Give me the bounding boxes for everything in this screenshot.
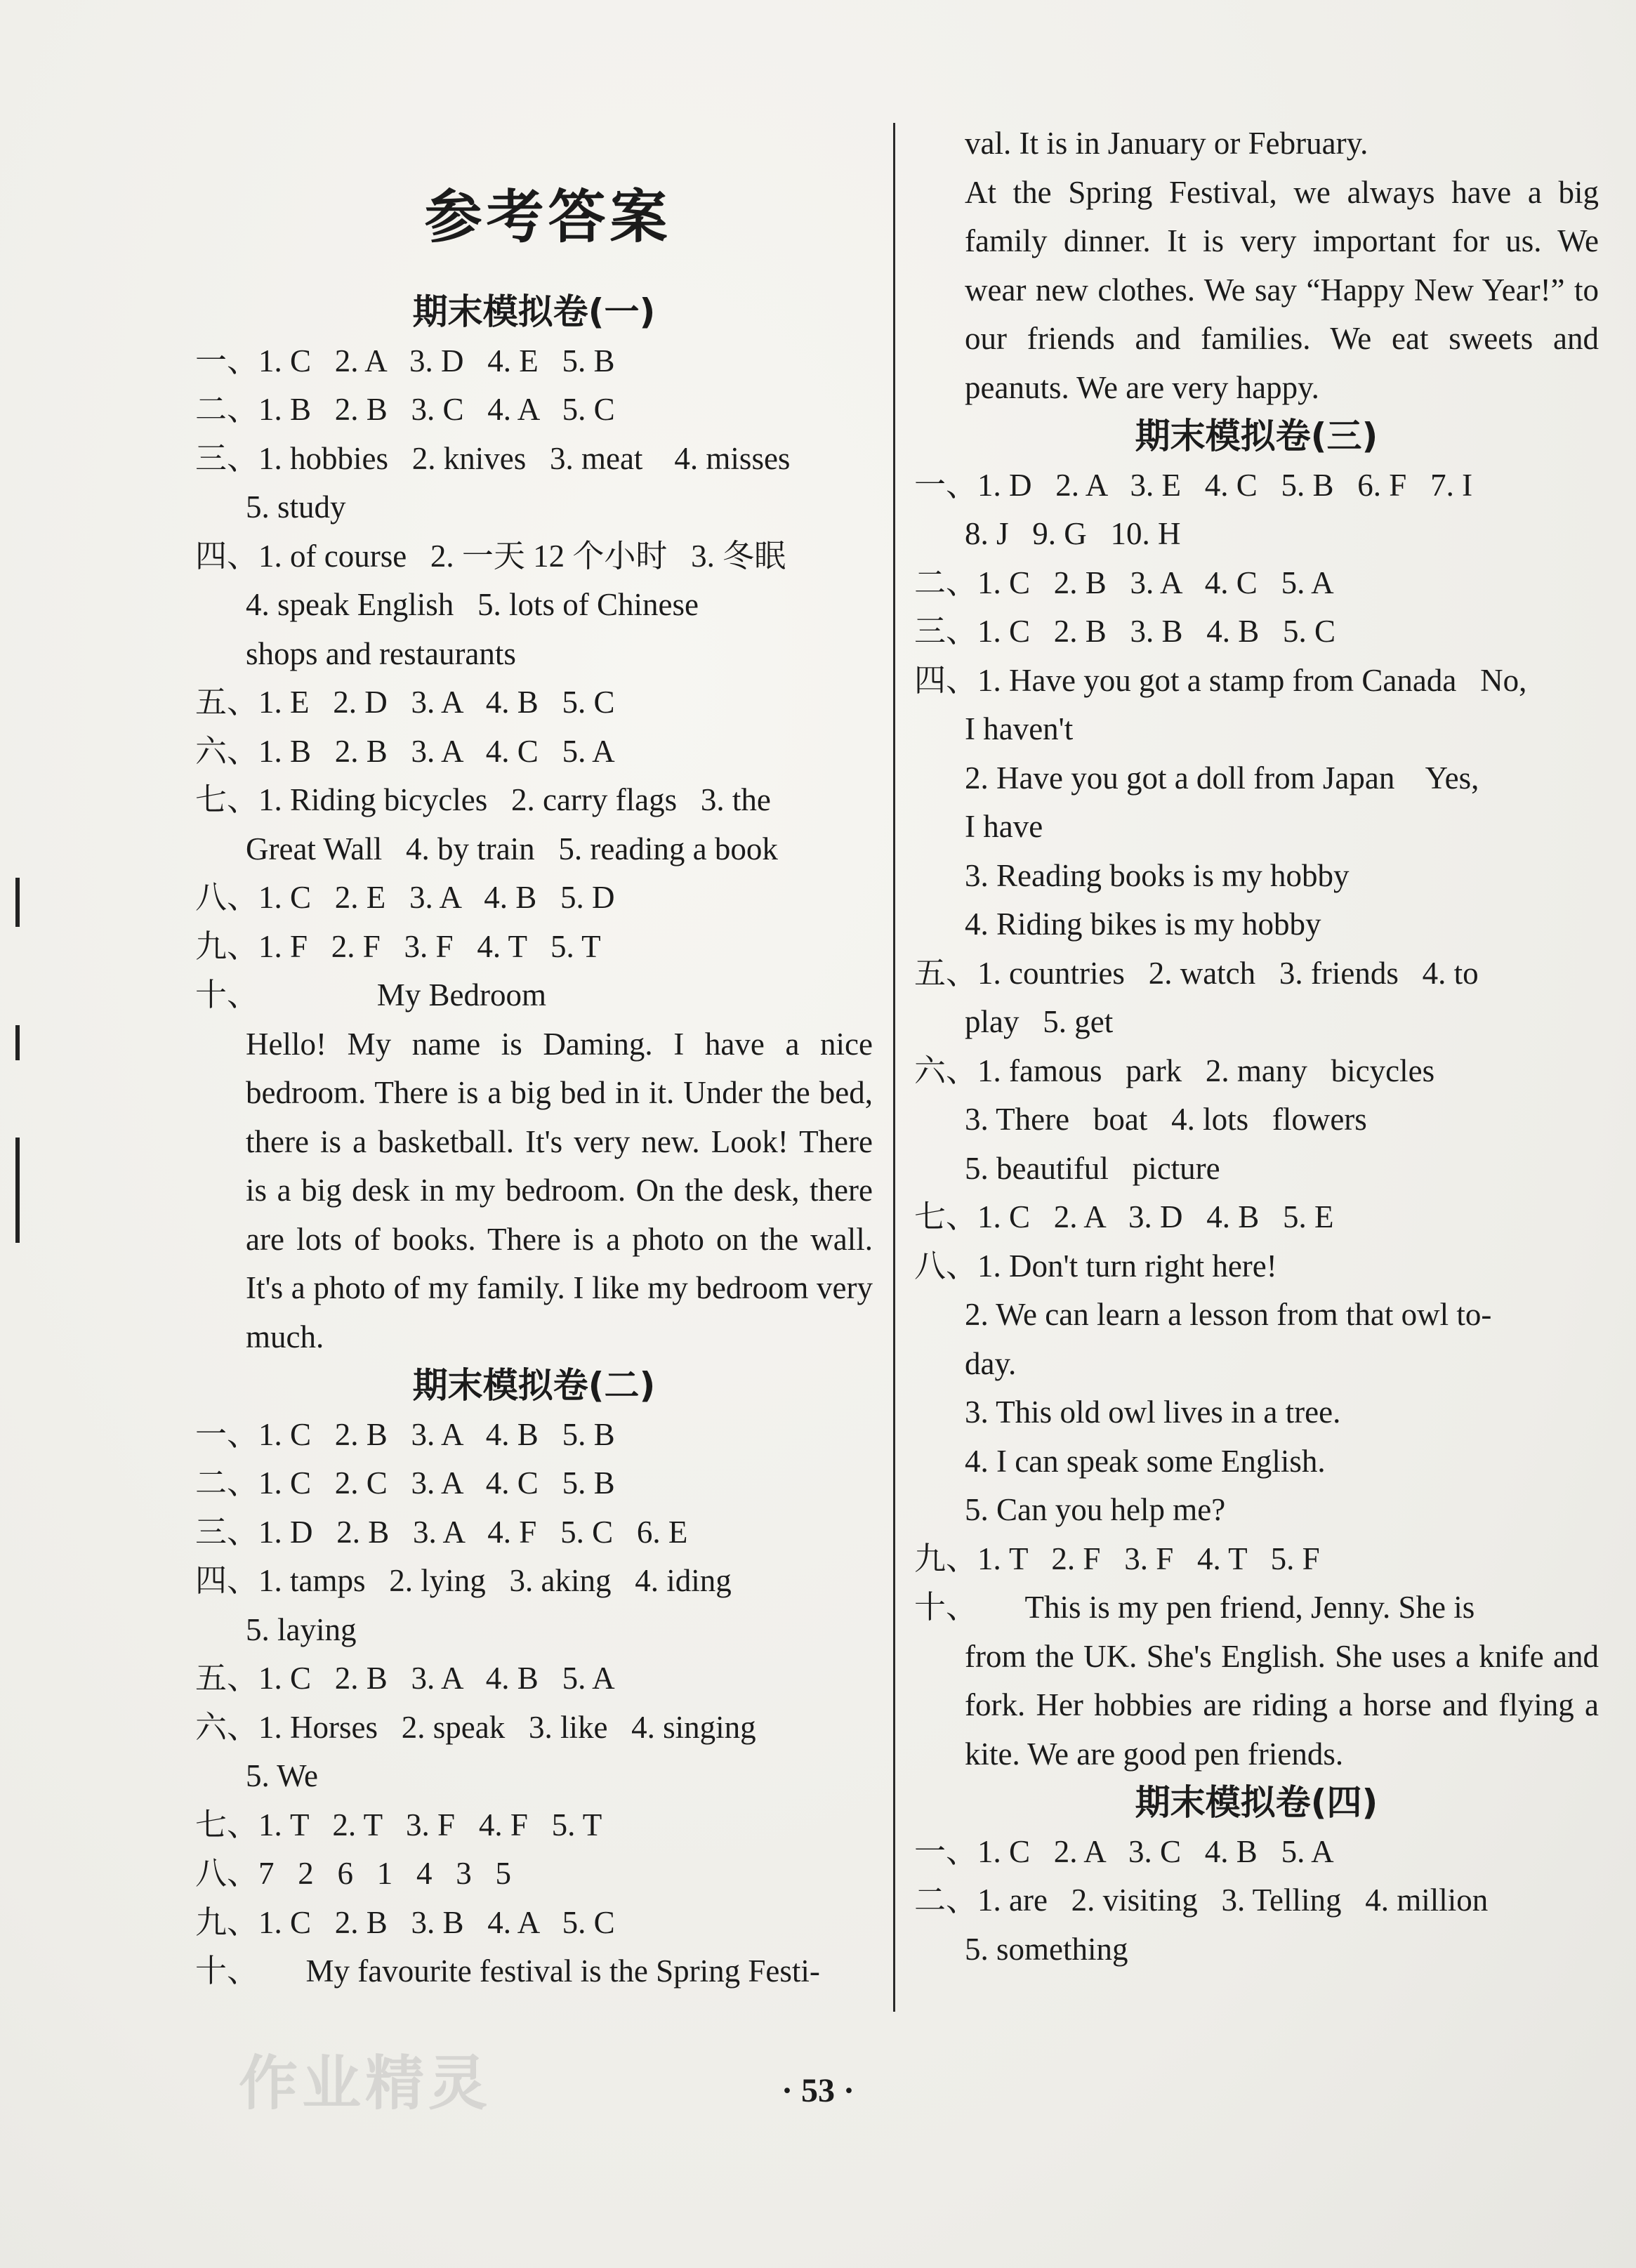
answer-line: 四、1. Have you got a stamp from Canada No, bbox=[914, 662, 1527, 698]
watermark: 作业精灵 bbox=[239, 2049, 492, 2118]
answer-line: 三、1. D 2. B 3. A 4. F 5. C 6. E bbox=[195, 1514, 688, 1550]
essay-title: 十、 My Bedroom bbox=[195, 977, 546, 1013]
answer-line: 一、1. C 2. A 3. C 4. B 5. A bbox=[914, 1833, 1334, 1869]
scan-edge-mark bbox=[15, 1025, 20, 1060]
answer-line-cont: 4. Riding bikes is my hobby bbox=[965, 906, 1321, 942]
answer-line: 二、1. C 2. C 3. A 4. C 5. B bbox=[195, 1465, 615, 1501]
answer-line-cont: 5. something bbox=[965, 1931, 1128, 1967]
answer-line: 二、1. C 2. B 3. A 4. C 5. A bbox=[914, 565, 1334, 600]
answer-line-cont: I haven't bbox=[965, 711, 1074, 746]
answer-line-cont: 5. laying bbox=[246, 1611, 357, 1647]
essay-paragraph: from the UK. She's English. She uses a knife and fork. Her hobbies are riding a horse and flying a kite. We are good pen friends. bbox=[965, 1638, 1599, 1772]
answer-line-cont: 3. This old owl lives in a tree. bbox=[965, 1395, 1341, 1430]
answer-line-cont: 5. Can you help me? bbox=[965, 1492, 1226, 1527]
answer-line: 九、1. T 2. F 3. F 4. T 5. F bbox=[914, 1541, 1320, 1576]
answer-line-cont: 5. beautiful picture bbox=[965, 1150, 1220, 1186]
answer-line: 一、1. C 2. A 3. D 4. E 5. B bbox=[195, 343, 615, 378]
answer-line: 七、1. C 2. A 3. D 4. B 5. E bbox=[914, 1199, 1334, 1234]
answer-line: 一、1. D 2. A 3. E 4. C 5. B 6. F 7. I bbox=[914, 467, 1473, 503]
answer-line-cont: shops and restaurants bbox=[246, 635, 516, 671]
left-column bbox=[195, 105, 873, 1996]
answer-line-cont: 5. We bbox=[246, 1758, 319, 1793]
answer-line: 六、1. B 2. B 3. A 4. C 5. A bbox=[195, 733, 615, 769]
answer-line: 一、1. C 2. B 3. A 4. B 5. B bbox=[195, 1416, 615, 1452]
answer-line-cont: 3. There boat 4. lots flowers bbox=[965, 1102, 1367, 1137]
answer-line: 八、7 2 6 1 4 3 5 bbox=[195, 1856, 512, 1891]
answer-line-cont: val. It is in January or February. bbox=[965, 126, 1368, 161]
answer-line-cont: 2. Have you got a doll from Japan Yes, bbox=[965, 760, 1479, 796]
answer-line: 五、1. C 2. B 3. A 4. B 5. A bbox=[195, 1661, 615, 1696]
answer-line: 三、1. C 2. B 3. B 4. B 5. C bbox=[914, 614, 1336, 649]
answer-line: 十、 This is my pen friend, Jenny. She is bbox=[914, 1590, 1475, 1625]
answer-line: 七、1. Riding bicycles 2. carry flags 3. the bbox=[195, 782, 771, 817]
answer-line: 四、1. of course 2. 一天 12 个小时 3. 冬眠 bbox=[195, 538, 786, 574]
answer-line-cont: day. bbox=[965, 1345, 1017, 1381]
answer-line: 三、1. hobbies 2. knives 3. meat 4. misses bbox=[195, 440, 791, 476]
scan-edge-mark bbox=[15, 1138, 20, 1243]
answer-line: 十、 My favourite festival is the Spring Festi- bbox=[195, 1953, 820, 1989]
left-column-body bbox=[195, 288, 873, 1996]
answer-line-cont: I have bbox=[965, 809, 1043, 844]
column-divider bbox=[893, 123, 895, 2012]
answer-line: 二、1. B 2. B 3. C 4. A 5. C bbox=[195, 392, 615, 427]
answer-line: 二、1. are 2. visiting 3. Telling 4. million bbox=[914, 1883, 1489, 1918]
section-heading: 期末模拟卷(四) bbox=[1135, 1782, 1378, 1823]
essay-paragraph: Hello! My name is Daming. I have a nice bedroom. There is a big bed in it. Under the bed, there is a basketball. It's very new. Look! There is a big desk in my bedroom. On the desk, there are lots of books. There is a photo on the wall. It's a photo of my family. I like my bedroom very much. bbox=[246, 1026, 873, 1354]
right-column-body bbox=[914, 119, 1599, 1974]
answer-line: 七、1. T 2. T 3. F 4. F 5. T bbox=[195, 1807, 602, 1842]
page-title: 参考答案 bbox=[424, 184, 672, 251]
answer-line-cont: 8. J 9. G 10. H bbox=[965, 516, 1181, 551]
right-column bbox=[914, 119, 1599, 1974]
answer-line: 六、1. Horses 2. speak 3. like 4. singing bbox=[195, 1709, 756, 1745]
answer-line: 八、1. Don't turn right here! bbox=[914, 1248, 1277, 1284]
answer-line: 六、1. famous park 2. many bicycles bbox=[914, 1053, 1435, 1088]
section-heading: 期末模拟卷(一) bbox=[412, 291, 656, 332]
answer-line: 九、1. C 2. B 3. B 4. A 5. C bbox=[195, 1904, 615, 1940]
answer-line-cont: Great Wall 4. by train 5. reading a book bbox=[246, 831, 778, 866]
answer-line: 五、1. countries 2. watch 3. friends 4. to bbox=[914, 955, 1479, 991]
scan-edge-mark bbox=[15, 878, 20, 927]
page-number: · 53 · bbox=[781, 2072, 855, 2109]
answer-line-cont: 4. I can speak some English. bbox=[965, 1443, 1326, 1479]
answer-line: 九、1. F 2. F 3. F 4. T 5. T bbox=[195, 928, 601, 964]
answer-line: 四、1. tamps 2. lying 3. aking 4. iding bbox=[195, 1563, 732, 1598]
essay-paragraph: At the Spring Festival, we always have a big family dinner. It is very important for us. We wear new clothes. We say “Happy New Year!” to our friends and families. We eat sweets and peanuts. We are very happy. bbox=[965, 174, 1599, 405]
answer-line-cont: 2. We can learn a lesson from that owl to- bbox=[965, 1297, 1492, 1332]
answer-line-cont: 5. study bbox=[246, 489, 346, 525]
section-heading: 期末模拟卷(二) bbox=[412, 1365, 656, 1406]
answer-line-cont: play 5. get bbox=[965, 1004, 1114, 1039]
answer-line-cont: 4. speak English 5. lots of Chinese bbox=[246, 587, 699, 622]
answer-line-cont: 3. Reading books is my hobby bbox=[965, 857, 1350, 893]
answer-line: 八、1. C 2. E 3. A 4. B 5. D bbox=[195, 880, 615, 915]
answer-line: 五、1. E 2. D 3. A 4. B 5. C bbox=[195, 685, 615, 720]
section-heading: 期末模拟卷(三) bbox=[1135, 416, 1378, 456]
